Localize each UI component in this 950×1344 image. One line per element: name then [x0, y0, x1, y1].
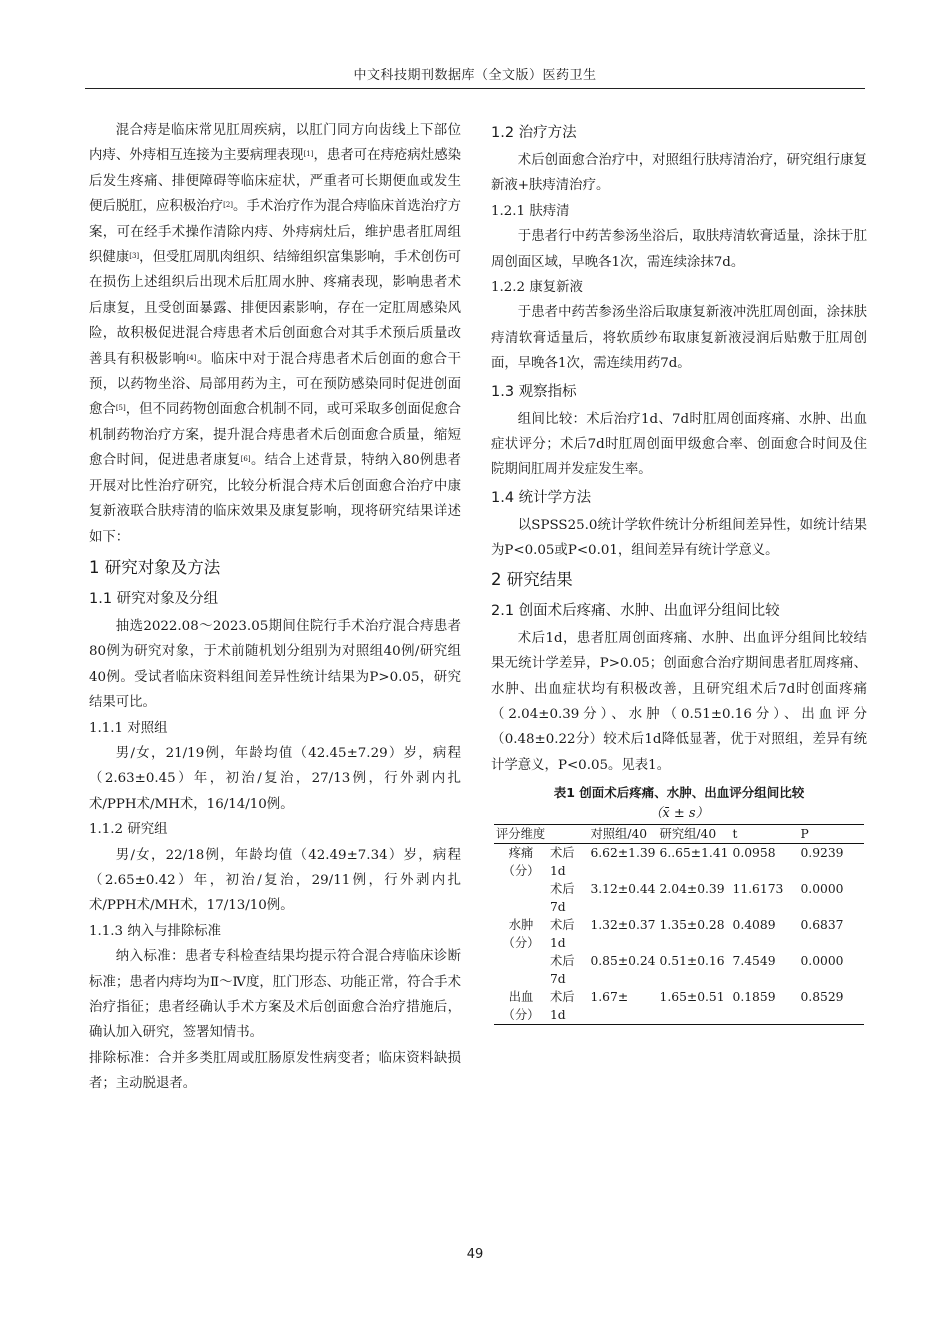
citation-1[interactable]: [1] [303, 150, 314, 159]
header-control: 对照组/40 [590, 827, 648, 842]
control-group-paragraph: 男/女，21/19例，年龄均值（42.45±7.29）岁，病程（2.63±0.45）年，初治/复治，27/13例，行外剥内扎术/PPH术/MH术，16/14/10例。 [89, 745, 461, 812]
section-1-2-2-heading: 1.2.2 康复新液 [491, 280, 583, 296]
page-number: 49 [466, 1247, 484, 1262]
section-1-2-1-paragraph: 于患者行中药苦参汤坐浴后，取肤痔清软膏适量，涂抹于肛周创面区域，早晚各1次，需连续涂抹7d。 [491, 229, 867, 270]
section-2-1-paragraph: 术后1d，患者肛周创面疼痛、水肿、出血评分组间比较结果无统计学差异，P>0.05；创面愈合治疗期间患者肛周疼痛、水肿、出血症状均有积极改善，且研究组术后7d时创面疼痛（2.04±0.39分）、水肿（0.51±0.16分）、出血评分（0.48±0.22分）较术后1d降低显著，优于对照组，差异有统计学意义，P<0.05。见表1。 [491, 630, 867, 773]
section-1-3-heading: 1.3 观察指标 [491, 383, 577, 400]
study-group-paragraph: 男/女，22/18例，年龄均值（42.49±7.34）岁，病程（2.65±0.42）年，初治/复治，29/11例，行外剥内扎术/PPH术/MH术，17/13/10例。 [89, 847, 461, 914]
inclusion-criteria: 纳入标准：患者专科检查结果均提示符合混合痔临床诊断标准；患者内痔均为Ⅱ～Ⅳ度，肛门形态、功能正常，符合手术治疗指征；患者经确认手术方案及术后创面愈合治疗措施后，确认加入研究，签署知情书。 [89, 949, 461, 1041]
table-row: 出血（分） 术后1d 1.67± 1.65±0.51 0.1859 0.8529 [494, 988, 864, 1025]
header-t: t [732, 827, 738, 842]
table-row: 疼痛（分） 术后1d 6.62±1.39 6..65±1.41 0.0958 0.9239 [502, 846, 844, 879]
section-2-heading: 2 研究结果 [491, 569, 573, 589]
section-2-1-heading: 2.1 创面术后疼痛、水肿、出血评分组间比较 [491, 602, 780, 619]
table-header-row [494, 825, 864, 844]
table-unit: （x̄ ± s） [649, 806, 709, 822]
table-row: 水肿（分） 术后1d 1.32±0.37 1.35±0.28 0.4089 0.6837 [502, 918, 844, 951]
section-1-2-heading: 1.2 治疗方法 [491, 125, 577, 141]
section-1-2-2-paragraph: 于患者中药苦参汤坐浴后取康复新液冲洗肛周创面，涂抹肤痔清软膏适量后，将软质纱布取康复新液浸润后贴敷于肛周创面，早晚各1次，需连续用药7d。 [491, 305, 867, 372]
section-1-1-heading: 1.1 研究对象及分组 [89, 590, 219, 607]
section-1-4-heading: 1.4 统计学方法 [491, 489, 592, 506]
intro-paragraph: 混合痔是临床常见肛周疾病，以肛门同方向齿线上下部位内痔、外痔相互连接为主要病理表现[1]，患者可在痔疮病灶感染后发生疼痛、排便障碍等临床症状，严重者可长期便血或发生便后脱肛，应积极治疗[2]。手术治疗作为混合痔临床首选治疗方案，可在经手术操作清除内痔、外痔病灶后，维护患者肛周组织健康[3]，但受肛周肌肉组织、结缔组织富集影响，手术创伤可在损伤上述组织后出现术后肛周水肿、疼痛表现，影响患者术后康复，且受创面暴露、排便因素影响，存在一定肛周感染风险，故积极促进混合痔患者术后创面愈合对其手术预后质量改善具有积极影响[4]。临床中对于混合痔患者术后创面的愈合干预，以药物坐浴、局部用药为主，可在预防感染同时促进创面愈合[5]，但不同药物创面愈合机制不同，或可采取多创面促愈合机制药物治疗方案，提升混合痔患者术后创面愈合质量，缩短愈合时间，促进患者康复[6]。结合上述背景，特纳入80例患者开展对比性治疗研究，比较分析混合痔术后创面愈合治疗中康复新液联合肤痔清的临床效果及康复影响，现将研究结果详述如下： [89, 123, 462, 545]
section-1-1-3-heading: 1.1.3 纳入与排除标准 [89, 923, 222, 939]
citation-4[interactable]: [4] [186, 353, 197, 362]
table-row: 术后7d 3.12±0.44 2.04±0.39 11.6173 0.0000 [549, 882, 844, 915]
right-column [491, 118, 867, 1025]
table-row: 术后7d 0.85±0.24 0.51±0.16 7.4549 0.0000 [549, 954, 844, 987]
section-1-1-1-heading: 1.1.1 对照组 [89, 720, 168, 736]
exclusion-criteria: 排除标准：合并多类肛周或肛肠原发性病变者；临床资料缺损者；主动脱退者。 [89, 1050, 461, 1092]
section-1-heading: 1 研究对象及方法 [89, 557, 221, 577]
header-study: 研究组/40 [659, 827, 717, 842]
header-rule [85, 88, 865, 89]
citation-2[interactable]: [2] [223, 201, 234, 210]
journal-header: 中文科技期刊数据库（全文版）医药卫生 [353, 68, 597, 83]
section-1-3-paragraph: 组间比较：术后治疗1d、7d时肛周创面疼痛、水肿、出血症状评分；术后7d时肛周创面甲级愈合率、创面愈合时间及住院期间肛周并发症发生率。 [491, 411, 867, 478]
header-dimension: 评分维度 [496, 827, 546, 842]
citation-6[interactable]: [6] [240, 455, 251, 464]
header-p: P [800, 827, 809, 842]
citation-3[interactable]: [3] [129, 252, 140, 261]
results-table [494, 824, 864, 1025]
citation-5[interactable]: [5] [115, 404, 126, 413]
section-1-2-1-heading: 1.2.1 肤痔清 [491, 203, 570, 219]
section-1-4-paragraph: 以SPSS25.0统计学软件统计分析组间差异性，如统计结果为P<0.05或P<0.01，组间差异有统计学意义。 [491, 517, 867, 559]
section-1-2-paragraph: 术后创面愈合治疗中，对照组行肤痔清治疗，研究组行康复新液+肤痔清治疗。 [491, 153, 867, 194]
section-1-1-2-heading: 1.1.2 研究组 [89, 822, 168, 838]
section-1-1-paragraph: 抽选2022.08～2023.05期间住院行手术治疗混合痔患者80例为研究对象，于术前随机划分组别为对照组40例/研究组40例。受试者临床资料组间差异性统计结果为P>0.05，研究结果可比。 [89, 618, 461, 711]
left-column [89, 118, 461, 1097]
table-caption: 表1 创面术后疼痛、水肿、出血评分组间比较 [553, 785, 805, 801]
